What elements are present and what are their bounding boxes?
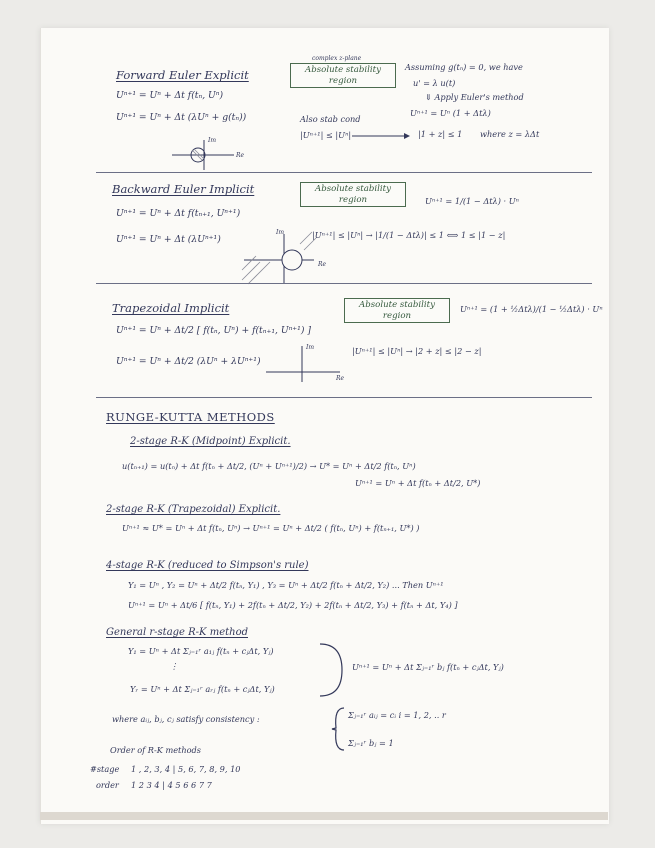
trapezoidal-axis-im: Im	[306, 344, 315, 351]
notebook-page	[40, 28, 609, 824]
forward-euler-ode: u' = λ u(t)	[413, 78, 456, 88]
trapezoidal-eq1: Uⁿ⁺¹ = Uⁿ + Δt/2 [ f(tₙ, Uⁿ) + f(tₙ₊₁, Uⁿ⁺¹) ]	[116, 325, 311, 336]
rk-order-label: order	[96, 780, 119, 790]
rk-general-yr: Yᵣ = Uⁿ + Δt Σⱼ₌₁ʳ aᵣⱼ f(tₙ + cⱼΔt, Yⱼ)	[130, 684, 275, 694]
rk-four-stage-eq2: Uⁿ⁺¹ = Uⁿ + Δt/6 [ f(tₙ, Y₁) + 2f(tₙ + Δt/2, Y₂) + 2f(tₙ + Δt/2, Y₃) + f(tₙ + Δt, Y₄) ]	[128, 600, 458, 610]
forward-euler-stability-plot	[172, 138, 245, 172]
forward-euler-apply: ⇓ Apply Euler's method	[425, 92, 524, 102]
rk-consistency-2: Σⱼ₌₁ʳ bⱼ = 1	[348, 738, 394, 748]
section-divider	[96, 397, 592, 398]
left-brace-icon	[330, 706, 346, 752]
forward-euler-eq2: Uⁿ⁺¹ = Uⁿ + Δt (λUⁿ + g(tₙ))	[116, 112, 247, 123]
rk-midpoint-title: 2-stage R-K (Midpoint) Explicit.	[130, 436, 291, 447]
backward-euler-stability-box: Absolute stability region	[300, 182, 406, 207]
forward-euler-eq1: Uⁿ⁺¹ = Uⁿ + Δt f(tₙ, Uⁿ)	[116, 90, 224, 101]
runge-kutta-title: RUNGE-KUTTA METHODS	[106, 410, 275, 424]
backward-euler-stability-plot	[240, 230, 320, 286]
backward-euler-axis-re: Re	[318, 261, 327, 268]
forward-euler-stab-label: Also stab cond	[300, 114, 361, 124]
rk-consistency-1: Σⱼ₌₁ʳ aᵢⱼ = cᵢ i = 1, 2, .. r	[348, 710, 446, 720]
rk-orders-row: 1 2 3 4 | 4 5 6 6 7 7	[131, 780, 212, 790]
trapezoidal-result: Uⁿ⁺¹ = (1 + ½Δtλ)/(1 − ½Δtλ) · Uⁿ	[460, 304, 603, 314]
rk-four-stage-eq1: Y₁ = Uⁿ , Y₂ = Uⁿ + Δt/2 f(tₙ, Y₁) , Y₃ = Uⁿ + Δt/2 f(tₙ + Δt/2, Y₂) ... Then Uⁿ⁺¹	[128, 580, 444, 590]
trapezoidal-axis-re: Re	[336, 375, 345, 382]
arrow-right-icon	[352, 130, 412, 142]
forward-euler-stab-result: |1 + z| ≤ 1	[418, 129, 463, 139]
section-divider	[96, 283, 592, 284]
backward-euler-eq1: Uⁿ⁺¹ = Uⁿ + Δt f(tₙ₊₁, Uⁿ⁺¹)	[116, 208, 241, 219]
rk-order-title: Order of R-K methods	[110, 745, 201, 755]
rk-general-dots: ⋮	[170, 661, 179, 671]
forward-euler-stab-cond: |Uⁿ⁺¹| ≤ |Uⁿ|	[300, 130, 352, 140]
forward-euler-axis-im: Im	[208, 137, 217, 144]
rk-midpoint-eq: u(tₙ₊₁) = u(tₙ) + Δt f(tₙ + Δt/2, (Uⁿ + Uⁿ⁺¹)/2) → U* = Uⁿ + Δt/2 f(tₙ, Uⁿ)	[122, 461, 416, 471]
backward-euler-axis-im: Im	[276, 229, 285, 236]
forward-euler-axis-re: Re	[236, 152, 245, 159]
rk-trapezoidal-title: 2-stage R-K (Trapezoidal) Explicit.	[106, 504, 281, 515]
page-shadow	[40, 812, 608, 820]
trapezoidal-eq2: Uⁿ⁺¹ = Uⁿ + Δt/2 (λUⁿ + λUⁿ⁺¹)	[116, 356, 261, 367]
rk-trapezoidal-eq: Uⁿ⁺¹ ≈ U* = Uⁿ + Δt f(tₙ, Uⁿ) → Uⁿ⁺¹ = Uⁿ + Δt/2 ( f(tₙ, Uⁿ) + f(tₙ₊₁, U*) )	[122, 523, 420, 533]
forward-euler-assume: Assuming g(tₙ) = 0, we have	[405, 62, 523, 72]
complex-plane-note: complex z-plane	[312, 55, 362, 62]
rk-consistency-label: where aᵢⱼ, bⱼ, cⱼ satisfy consistency :	[112, 714, 260, 724]
rk-stages-row: 1 , 2, 3, 4 | 5, 6, 7, 8, 9, 10	[131, 764, 241, 774]
brace-icon	[318, 642, 348, 698]
rk-stage-label: #stage	[90, 764, 120, 774]
trapezoidal-stability-plot	[262, 344, 346, 384]
rk-general-title: General r-stage R-K method	[106, 627, 248, 638]
section-divider	[96, 172, 592, 173]
rk-four-stage-title: 4-stage R-K (reduced to Simpson's rule)	[106, 560, 309, 571]
backward-euler-stab: |Uⁿ⁺¹| ≤ |Uⁿ| → |1/(1 − Δtλ)| ≤ 1 ⟺ 1 ≤ |1 − z|	[312, 230, 506, 240]
trapezoidal-title: Trapezoidal Implicit	[112, 301, 230, 315]
forward-euler-where-z: where z = λΔt	[480, 129, 540, 139]
forward-euler-title: Forward Euler Explicit	[116, 68, 249, 82]
trapezoidal-stability-box: Absolute stability region	[344, 298, 450, 323]
rk-general-y1: Y₁ = Uⁿ + Δt Σⱼ₌₁ʳ a₁ⱼ f(tₙ + cⱼΔt, Yⱼ)	[128, 646, 274, 656]
backward-euler-eq2: Uⁿ⁺¹ = Uⁿ + Δt (λUⁿ⁺¹)	[116, 234, 221, 245]
backward-euler-title: Backward Euler Implicit	[112, 182, 255, 196]
trapezoidal-stab: |Uⁿ⁺¹| ≤ |Uⁿ| → |2 + z| ≤ |2 − z|	[352, 346, 482, 356]
forward-euler-stability-box: Absolute stability region	[290, 63, 396, 88]
rk-midpoint-eq2: Uⁿ⁺¹ = Uⁿ + Δt f(tₙ + Δt/2, U*)	[355, 478, 481, 488]
forward-euler-result: Uⁿ⁺¹ = Uⁿ (1 + Δtλ)	[410, 108, 491, 118]
backward-euler-result: Uⁿ⁺¹ = 1/(1 − Δtλ) · Uⁿ	[425, 196, 519, 206]
rk-general-result: Uⁿ⁺¹ = Uⁿ + Δt Σⱼ₌₁ʳ bⱼ f(tₙ + cⱼΔt, Yⱼ)	[352, 662, 504, 672]
